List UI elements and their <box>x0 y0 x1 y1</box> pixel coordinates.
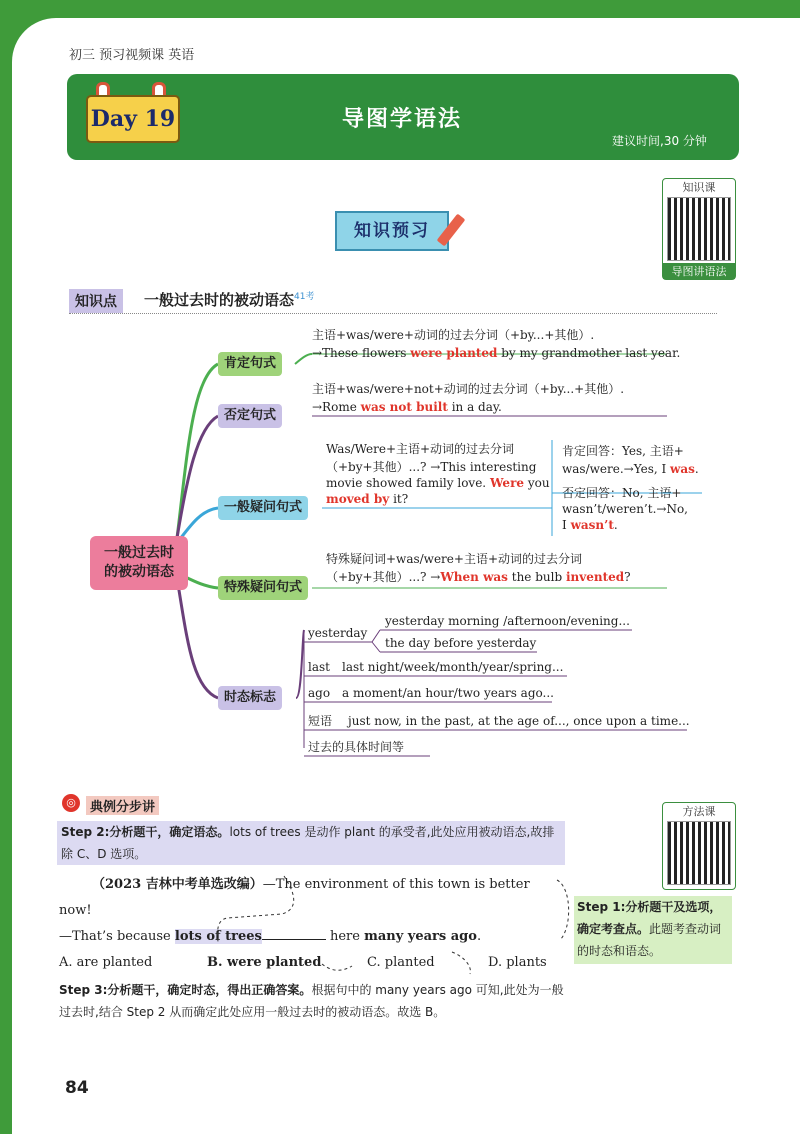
text: →Rome <box>312 400 361 414</box>
text: . <box>476 929 482 944</box>
text: I <box>562 518 571 532</box>
node-time-markers: 时态标志 <box>218 686 282 710</box>
tm-phrase: 短语 <box>308 714 333 728</box>
tm-y2: the day before yesterday <box>385 636 537 650</box>
course-label: 初三 预习视频课 英语 <box>69 48 195 63</box>
gq-line1: Was/Were+主语+动词的过去分词 <box>326 442 515 456</box>
tm-phrase-text: just now, in the past, at the age of..., once upon a time... <box>348 714 690 728</box>
step1-text: 此题考查动词的时态和语态。 <box>577 922 722 958</box>
node-affirmative: 肯定句式 <box>218 352 282 376</box>
text: you <box>524 476 550 490</box>
highlight: was <box>670 462 695 476</box>
node-special-question: 特殊疑问句式 <box>218 576 308 600</box>
target-icon: ◎ <box>62 794 80 812</box>
tm-last: last <box>308 660 330 674</box>
text: by my grandmother last year. <box>497 346 681 360</box>
node-negative: 否定句式 <box>218 404 282 428</box>
qr-label: 知识课 <box>682 181 716 194</box>
yes-answer-1: 肯定回答：Yes, 主语+ <box>562 444 684 458</box>
option-c[interactable]: C. planted <box>367 955 435 970</box>
highlight: Were <box>489 476 525 490</box>
node-general-question: 一般疑问句式 <box>218 496 308 520</box>
question-line2: now! <box>59 903 92 918</box>
step3-label: Step 3:分析题干，确定时态，得出正确答案。 <box>59 983 312 997</box>
step3-text: 根据句中的 many years ago 可知,此处为一般过去时,结合 Step 2 从而确定此处应用一般过去时的被动语态。故选 B。 <box>59 983 564 1019</box>
keyword: lots of trees <box>174 929 262 944</box>
page-number: 84 <box>65 1078 89 1098</box>
qr-label: 方法课 <box>682 805 716 818</box>
no-answer-2: wasn’t/weren’t.→No, <box>562 502 688 516</box>
tm-ago: ago <box>308 686 331 700</box>
highlight: moved by <box>326 492 390 506</box>
step2-text: lots of trees 是动作 plant 的承受者,此处应用被动语态,故排除 C、D 选项。 <box>61 825 555 861</box>
text: here <box>325 929 365 944</box>
gq-line2: （+by+其他）...? →This interesting <box>326 460 537 474</box>
tm-last-text: last night/week/month/year/spring... <box>342 660 564 674</box>
tm-y1: yesterday morning /afternoon/evening... <box>385 614 630 628</box>
example-heading: 典例分步讲 <box>86 796 159 815</box>
text: movie showed family love. <box>326 476 490 490</box>
center-line-2: 的被动语态 <box>104 564 174 580</box>
highlight: were planted <box>410 346 498 360</box>
sq-line1: 特殊疑问词+was/were+主语+动词的过去分词 <box>326 552 583 566</box>
text: it? <box>389 492 409 506</box>
step2-box <box>57 821 565 865</box>
knowledge-title-text: 一般过去时的被动语态 <box>144 291 295 309</box>
step2-label: Step 2:分析题干，确定语态。 <box>61 825 230 839</box>
tm-yesterday: yesterday <box>308 626 368 640</box>
affirmative-example <box>312 344 680 362</box>
sq-line2 <box>326 568 631 586</box>
step1-box <box>574 896 732 964</box>
text: . <box>613 518 618 532</box>
negative-rule: 主语+was/were+not+动词的过去分词（+by...+其他）. <box>312 382 625 396</box>
highlight: invented <box>565 570 625 584</box>
negative-example <box>312 398 502 416</box>
question-text: —The environment of this town is better <box>262 877 530 892</box>
highlight: When was <box>440 570 508 584</box>
tm-specific: 过去的具体时间等 <box>308 740 405 754</box>
option-a[interactable]: A. are planted <box>59 955 153 970</box>
section-title: 知识预习 <box>335 211 449 251</box>
question-source: （2023 吉林中考单选改编） <box>92 877 263 892</box>
mindmap-center <box>90 536 188 590</box>
tm-ago-text: a moment/an hour/two years ago... <box>342 686 554 700</box>
affirmative-rule: 主语+was/were+动词的过去分词（+by...+其他）. <box>312 328 595 342</box>
text: ? <box>624 570 631 584</box>
yes-answer-2 <box>562 460 699 478</box>
step1-label: Step 1:分析题干及选项，确定考查点。 <box>577 900 722 936</box>
no-answer-1: 否定回答：No, 主语+ <box>562 486 682 500</box>
highlight: was not built <box>360 400 448 414</box>
no-answer-3 <box>562 516 618 534</box>
day-badge: Day 19 <box>86 95 180 143</box>
page <box>12 18 800 1134</box>
exam-count: 41考 <box>294 292 315 302</box>
text: —That’s because <box>59 929 175 944</box>
option-b[interactable]: B. were planted <box>207 955 322 970</box>
text: was/were.→Yes, I <box>562 462 671 476</box>
qr-footer: 导图讲语法 <box>663 263 735 279</box>
step3-box <box>59 979 569 1023</box>
highlight: wasn’t <box>570 518 614 532</box>
text: the bulb <box>507 570 566 584</box>
text: （+by+其他）...? → <box>326 570 441 584</box>
knowledge-tag: 知识点 <box>69 289 123 313</box>
gq-line4 <box>326 490 408 508</box>
text: . <box>694 462 699 476</box>
suggested-time: 建议时间,30 分钟 <box>612 134 707 148</box>
page-title: 导图学语法 <box>342 107 463 132</box>
text: in a day. <box>447 400 502 414</box>
center-line-1: 一般过去时 <box>104 545 174 561</box>
keyword: many years ago <box>364 929 477 944</box>
text: →These flowers <box>312 346 411 360</box>
option-d[interactable]: D. plants <box>488 955 547 970</box>
